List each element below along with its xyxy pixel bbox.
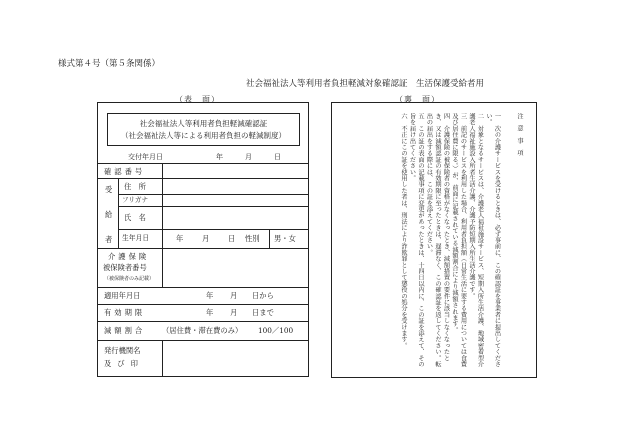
grid-line xyxy=(98,163,308,164)
gender-options: 男・女 xyxy=(274,234,296,243)
address-label: 住 所 xyxy=(124,182,146,191)
issue-month-unit: 月 xyxy=(245,153,252,161)
grid-line xyxy=(98,321,308,322)
card-title-box xyxy=(107,113,300,146)
applicable-date-label: 適用年月日 xyxy=(104,291,141,300)
grid-line xyxy=(162,248,163,287)
card-title-main: 社会福祉法人等利用者負担軽減確認証 xyxy=(139,119,268,128)
grid-line xyxy=(98,178,308,179)
validity-suffix: 日まで xyxy=(252,308,274,317)
gender-label: 性別 xyxy=(245,234,260,243)
back-card xyxy=(331,102,537,378)
birth-day-unit: 日 xyxy=(228,234,236,243)
grid-line xyxy=(162,163,163,178)
grid-line xyxy=(98,248,308,249)
notes-body xyxy=(343,113,523,369)
reduction-label: 減額割合 xyxy=(104,326,146,335)
card-title-sub: （社会福祉法人等による利用者負担の軽減制度） xyxy=(121,131,286,140)
grid-line xyxy=(118,206,308,207)
validity-month-unit: 月 xyxy=(230,308,238,317)
grid-line xyxy=(98,340,308,341)
confirmation-number-label: 確認番号 xyxy=(104,167,146,176)
notes-heading: 注意事項 xyxy=(516,113,523,162)
birth-month-unit: 月 xyxy=(202,234,210,243)
note-item: 一 次の介護サービスを受けるときは、必ず事前に、この確認証を事業者に提出してください。 xyxy=(485,113,501,368)
issue-date-label: 交付年月日 xyxy=(128,153,163,161)
insured-number-label-1: 介護保険 xyxy=(108,252,150,261)
note-item: 三 前記のサービスを利用した場合、利用者負担額（日常生活に要する費用については食費及び居住費に限る。）が、前面に記載されている減額割合により減額されます。 xyxy=(451,113,467,368)
grid-line xyxy=(118,194,308,195)
grid-line xyxy=(162,340,163,376)
note-item: 四 介護保険の被保険者の資格がなくなったとき、減額措置の要件に該当しなくなったとき、又は減額認証の有効期限に至ったときは、遅滞なく、この確認証を返してください。転出の届出をする際には、この証を添えてください。 xyxy=(425,113,450,368)
grid-line xyxy=(118,178,119,248)
issue-date-value xyxy=(216,152,303,162)
insured-number-label-2: 被保険者番号 xyxy=(103,263,147,272)
applicable-year-unit: 年 xyxy=(206,291,214,300)
validity-label: 有効期限 xyxy=(104,308,146,317)
furigana-label: フリガナ xyxy=(122,196,149,204)
applicable-month-unit: 月 xyxy=(230,291,238,300)
issuer-label-1: 発行機関名 xyxy=(104,346,141,355)
recipient-label-2: 給 xyxy=(105,210,113,219)
note-item: 六 不正にこの証を使用した者は、刑法により詐欺罪として懲役の処分を受けます。 xyxy=(400,113,407,349)
issue-year-unit: 年 xyxy=(216,153,223,161)
form-number: 様式第４号（第５条関係） xyxy=(58,59,161,69)
grid-line xyxy=(98,287,308,288)
note-item: 二 対象となるサービスは、介護老人福祉施設サービス、短期入所生活介護、地域密着型介護老人福祉施設入所者生活介護、介護予防短期入所生活介護です。 xyxy=(468,113,484,368)
recipient-label-3: 者 xyxy=(105,235,113,244)
grid-line xyxy=(118,229,308,230)
name-label: 氏 名 xyxy=(124,213,146,222)
note-item: 五 この証の表面の記載事項に変更があったときは、十四日以内に、この証を添えて、その旨を届け出てください。 xyxy=(408,113,424,368)
recipient-label-1: 受 xyxy=(105,185,113,194)
front-side-label: （表 面） xyxy=(175,95,220,104)
front-card xyxy=(97,102,309,377)
birth-year-unit: 年 xyxy=(176,234,184,243)
back-side-label: （裏 面） xyxy=(395,95,440,104)
document-title: 社会福祉法人等利用者負担軽減対象確認証 生活保護受給者用 xyxy=(245,79,484,89)
reduction-note: （居住費・滞在費のみ） xyxy=(162,326,243,335)
reduction-value: 100／100 xyxy=(258,326,294,335)
grid-line xyxy=(269,229,270,248)
issue-day-unit: 日 xyxy=(274,153,281,161)
applicable-suffix: 日から xyxy=(252,291,274,300)
validity-year-unit: 年 xyxy=(206,308,214,317)
grid-line xyxy=(162,178,163,248)
insured-number-note: （被保険者のみ記載） xyxy=(104,276,155,282)
birthdate-label: 生年月日 xyxy=(122,234,150,242)
issuer-label-2: 及び印 xyxy=(104,359,144,368)
grid-line xyxy=(98,304,308,305)
